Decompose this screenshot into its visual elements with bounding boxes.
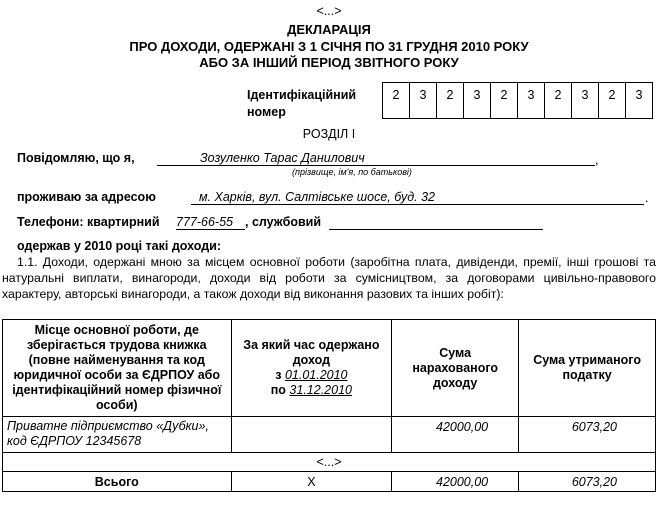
document-title: ДЕКЛАРАЦІЯ [287,22,371,37]
table-row-total [3,472,656,492]
period-from-label: з [275,368,282,382]
id-digit: 3 [626,83,653,119]
income-table [2,319,656,492]
row-income: 42000,00 [392,417,519,453]
declarant-address: м. Харків, вул. Салтівське шосе, буд. 32 [199,190,435,204]
id-digit: 2 [599,83,626,119]
id-number-label-line2: номер [247,105,286,119]
col-header-tax: Сума утриманого податку [519,320,656,417]
col-header-period [231,320,392,417]
income-intro: одержав у 2010 році такі доходи: [17,239,221,253]
period-from-date: 01.01.2010 [284,368,348,382]
id-digit: 2 [437,83,464,119]
phone-work-label: , службовий [245,215,322,229]
header-ellipsis: <...> [316,4,342,18]
id-number-label [247,87,356,121]
section-title: РОЗДІЛ І [302,127,356,141]
total-income: 42000,00 [392,472,519,492]
id-digit: 3 [572,83,599,119]
id-number-boxes [382,82,653,119]
phones-label: Телефони: квартирний [17,215,160,229]
col-header-employer: Місце основної роботи, де зберігається трудова книжка (повне найменування та код юридичної особи за ЄДРПОУ або ідентифікаційний номер фізичної особи) [3,320,232,417]
period-to-label: по [270,383,286,397]
address-label: проживаю за адресою [17,190,156,204]
row-employer: Приватне підприємство «Дубки», код ЄДРПОУ 12345678 [3,417,232,453]
address-suffix: . [645,191,649,205]
income-item-1-1: 1.1. Доходи, одержані мною за місцем основної роботи (заробітна плата, дивіденди, премії, інші грошові та натуральні виплати, винагороди, доходи від роботи за сумісництвом, за договорами цивільно-правового характеру, авторські винагороди, а також доходи від виконання разових та інших робіт): [2,255,656,301]
period-to-date: 31.12.2010 [289,383,352,397]
id-digit: 2 [491,83,518,119]
name-suffix: , [595,153,599,167]
document-subtitle-2: АБО ЗА ІНШИЙ ПЕРІОД ЗВІТНОГО РОКУ [199,55,459,70]
id-number-label-line1: Ідентифікаційний [247,88,357,102]
declarant-name: Зозуленко Тарас Данилович [200,151,365,165]
phone-work-line [329,214,543,230]
id-digit: 3 [518,83,545,119]
row-period [231,417,392,453]
phone-home: 777-66-55 [176,214,245,230]
total-label: Всього [3,472,232,492]
id-digit: 3 [410,83,437,119]
document-subtitle-1: ПРО ДОХОДИ, ОДЕРЖАНІ З 1 СІЧНЯ ПО 31 ГРУДНЯ 2010 РОКУ [129,39,529,54]
total-tax: 6073,20 [519,472,656,492]
table-row [3,417,656,453]
ellipsis-cell: <...> [3,453,656,472]
id-digit: 2 [545,83,572,119]
name-hint: (прізвище, ім'я, по батькові) [292,167,412,177]
col-header-income: Сума нарахованого доходу [392,320,519,417]
period-to [242,383,382,398]
inform-label: Повідомляю, що я, [17,151,135,165]
period-from [242,368,382,383]
id-digit: 2 [383,83,410,119]
period-header-text: За який час одержано доход [243,338,380,367]
id-digit: 3 [464,83,491,119]
row-tax: 6073,20 [519,417,656,453]
total-period: Х [231,472,392,492]
table-row-ellipsis [3,453,656,472]
